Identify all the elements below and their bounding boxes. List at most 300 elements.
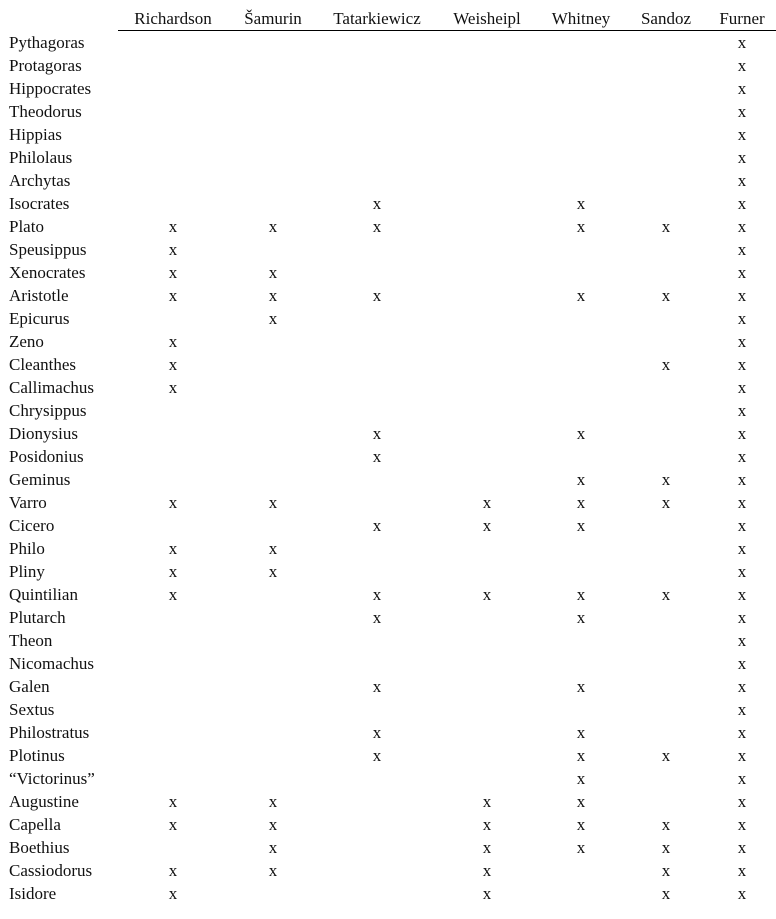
mark-cell (538, 123, 624, 146)
mark-cell (118, 307, 228, 330)
mark-cell (538, 698, 624, 721)
mark-cell: x (737, 608, 747, 627)
mark-cell (436, 675, 538, 698)
mark-cell (538, 560, 624, 583)
table-row (6, 514, 776, 537)
mark-cell (228, 77, 318, 100)
mark-cell (538, 146, 624, 169)
table-row (6, 54, 776, 77)
mark-cell: x (576, 677, 586, 696)
mark-cell (436, 100, 538, 123)
thinker-name: Varro (9, 493, 47, 512)
mark-cell: x (737, 493, 747, 512)
mark-cell (118, 445, 228, 468)
mark-cell: x (661, 838, 671, 857)
mark-cell (624, 399, 708, 422)
mark-cell: x (737, 654, 747, 673)
mark-cell: x (737, 631, 747, 650)
table-row (6, 537, 776, 560)
mark-cell: x (268, 217, 278, 236)
mark-cell: x (372, 286, 382, 305)
table-row (6, 238, 776, 261)
mark-cell: x (168, 332, 178, 351)
mark-cell (624, 54, 708, 77)
table-row (6, 836, 776, 859)
thinker-name: Xenocrates (9, 263, 86, 282)
mark-cell: x (372, 677, 382, 696)
mark-cell (436, 560, 538, 583)
mark-cell: x (168, 493, 178, 512)
mark-cell: x (576, 493, 586, 512)
table-row (6, 123, 776, 146)
table-row (6, 790, 776, 813)
mark-cell: x (576, 424, 586, 443)
mark-cell (318, 652, 436, 675)
mark-cell (624, 376, 708, 399)
mark-cell (318, 560, 436, 583)
mark-cell: x (737, 815, 747, 834)
mark-cell (624, 422, 708, 445)
mark-cell: x (661, 217, 671, 236)
thinker-name: Epicurus (9, 309, 70, 328)
column-header-richardson: Richardson (118, 7, 228, 31)
mark-cell (318, 238, 436, 261)
mark-cell (538, 537, 624, 560)
mark-cell: x (737, 102, 747, 121)
mark-cell: x (168, 263, 178, 282)
thinker-name: Cicero (9, 516, 55, 535)
mark-cell (624, 307, 708, 330)
mark-cell (624, 721, 708, 744)
mark-cell: x (168, 792, 178, 811)
table-row (6, 215, 776, 238)
mark-cell (228, 606, 318, 629)
mark-cell (228, 123, 318, 146)
mark-cell (538, 376, 624, 399)
mark-cell: x (168, 861, 178, 880)
mark-cell (228, 629, 318, 652)
mark-cell: x (737, 562, 747, 581)
mark-cell (318, 859, 436, 882)
mark-cell (624, 192, 708, 215)
thinker-name: Nicomachus (9, 654, 94, 673)
mark-cell: x (576, 194, 586, 213)
mark-cell: x (372, 194, 382, 213)
classification-sources-table (6, 7, 776, 905)
mark-cell (436, 422, 538, 445)
mark-cell: x (737, 539, 747, 558)
mark-cell: x (372, 424, 382, 443)
mark-cell: x (168, 562, 178, 581)
table-row (6, 744, 776, 767)
thinker-name: Cleanthes (9, 355, 77, 374)
mark-cell (624, 560, 708, 583)
mark-cell (436, 468, 538, 491)
mark-cell: x (737, 516, 747, 535)
mark-cell (228, 744, 318, 767)
thinker-name: Geminus (9, 470, 71, 489)
thinker-name: Plotinus (9, 746, 65, 765)
mark-cell: x (737, 746, 747, 765)
mark-cell (624, 698, 708, 721)
mark-cell (318, 537, 436, 560)
mark-cell (228, 652, 318, 675)
mark-cell: x (268, 562, 278, 581)
thinker-name: Cassiodorus (9, 861, 93, 880)
mark-cell: x (737, 861, 747, 880)
mark-cell (436, 261, 538, 284)
thinker-name: Pythagoras (9, 32, 85, 52)
mark-cell (118, 123, 228, 146)
mark-cell (624, 169, 708, 192)
mark-cell (228, 583, 318, 606)
mark-cell: x (576, 838, 586, 857)
mark-cell (436, 376, 538, 399)
mark-cell: x (737, 447, 747, 466)
table-header (6, 7, 776, 31)
mark-cell: x (576, 746, 586, 765)
mark-cell: x (661, 355, 671, 374)
mark-cell (538, 353, 624, 376)
mark-cell (318, 491, 436, 514)
thinker-name: Augustine (9, 792, 79, 811)
mark-cell (318, 399, 436, 422)
table-body (6, 31, 776, 906)
mark-cell (436, 215, 538, 238)
mark-cell: x (268, 815, 278, 834)
table-row (6, 31, 776, 55)
mark-cell (318, 123, 436, 146)
mark-cell (436, 629, 538, 652)
thinker-name: Callimachus (9, 378, 94, 397)
mark-cell: x (737, 585, 747, 604)
table-row (6, 100, 776, 123)
mark-cell (118, 54, 228, 77)
mark-cell (538, 100, 624, 123)
mark-cell (624, 606, 708, 629)
mark-cell: x (737, 838, 747, 857)
mark-cell: x (661, 585, 671, 604)
table-row (6, 169, 776, 192)
mark-cell: x (737, 723, 747, 742)
mark-cell (624, 238, 708, 261)
mark-cell (436, 652, 538, 675)
mark-cell: x (268, 309, 278, 328)
column-header-tatarkiewicz: Tatarkiewicz (318, 7, 436, 31)
thinker-name: Theon (9, 631, 53, 650)
table-row (6, 422, 776, 445)
mark-cell (538, 859, 624, 882)
mark-cell (538, 652, 624, 675)
mark-cell (624, 100, 708, 123)
mark-cell (436, 238, 538, 261)
mark-cell (436, 721, 538, 744)
mark-cell (228, 54, 318, 77)
mark-cell: x (737, 401, 747, 420)
thinker-name: Theodorus (9, 102, 82, 121)
table-row (6, 77, 776, 100)
column-header-whitney: Whitney (538, 7, 624, 31)
table-row (6, 583, 776, 606)
mark-cell: x (482, 884, 492, 903)
mark-cell: x (372, 516, 382, 535)
mark-cell (118, 744, 228, 767)
mark-cell (118, 652, 228, 675)
mark-cell (318, 261, 436, 284)
mark-cell (118, 606, 228, 629)
mark-cell: x (168, 286, 178, 305)
mark-cell (624, 77, 708, 100)
mark-cell (118, 77, 228, 100)
column-header-weisheipl: Weisheipl (436, 7, 538, 31)
mark-cell: x (737, 194, 747, 213)
mark-cell: x (482, 838, 492, 857)
table-row (6, 353, 776, 376)
mark-cell (436, 445, 538, 468)
mark-cell (538, 31, 624, 55)
thinker-name: Galen (9, 677, 50, 696)
table-row (6, 859, 776, 882)
mark-cell (118, 514, 228, 537)
mark-cell (118, 675, 228, 698)
thinker-name: Hippias (9, 125, 62, 144)
mark-cell: x (372, 723, 382, 742)
mark-cell (624, 537, 708, 560)
mark-cell: x (168, 585, 178, 604)
mark-cell (436, 192, 538, 215)
mark-cell: x (168, 815, 178, 834)
mark-cell (538, 54, 624, 77)
mark-cell (228, 353, 318, 376)
mark-cell (228, 767, 318, 790)
mark-cell (436, 54, 538, 77)
mark-cell (436, 606, 538, 629)
table-row (6, 767, 776, 790)
mark-cell: x (268, 263, 278, 282)
mark-cell: x (372, 608, 382, 627)
thinker-name: Hippocrates (9, 79, 92, 98)
thinker-name: Quintilian (9, 585, 78, 604)
mark-cell (228, 721, 318, 744)
table-row (6, 468, 776, 491)
mark-cell (228, 698, 318, 721)
mark-cell (118, 169, 228, 192)
thinker-name: Aristotle (9, 286, 69, 305)
mark-cell (228, 399, 318, 422)
mark-cell: x (737, 700, 747, 719)
table-row (6, 813, 776, 836)
mark-cell: x (661, 470, 671, 489)
mark-cell (118, 31, 228, 55)
mark-cell: x (576, 608, 586, 627)
mark-cell: x (737, 424, 747, 443)
mark-cell (624, 261, 708, 284)
thinker-name: Pliny (9, 562, 45, 581)
mark-cell: x (268, 792, 278, 811)
mark-cell (624, 123, 708, 146)
mark-cell: x (168, 355, 178, 374)
mark-cell: x (737, 378, 747, 397)
mark-cell: x (168, 884, 178, 903)
mark-cell: x (482, 792, 492, 811)
mark-cell: x (168, 539, 178, 558)
mark-cell (118, 422, 228, 445)
mark-cell (318, 54, 436, 77)
mark-cell: x (372, 585, 382, 604)
mark-cell (624, 146, 708, 169)
thinker-name: Philostratus (9, 723, 90, 742)
thinker-name: Capella (9, 815, 61, 834)
table-row (6, 606, 776, 629)
thinker-name: Chrysippus (9, 401, 87, 420)
mark-cell (624, 652, 708, 675)
mark-cell: x (737, 263, 747, 282)
mark-cell: x (737, 171, 747, 190)
mark-cell (318, 468, 436, 491)
mark-cell: x (661, 861, 671, 880)
mark-cell: x (168, 217, 178, 236)
thinker-name: Archytas (9, 171, 71, 190)
mark-cell (118, 721, 228, 744)
table-row (6, 675, 776, 698)
table-row (6, 284, 776, 307)
mark-cell (228, 192, 318, 215)
column-header-furner: Furner (708, 7, 776, 31)
mark-cell (436, 698, 538, 721)
mark-cell: x (576, 217, 586, 236)
mark-cell: x (737, 309, 747, 328)
mark-cell (228, 146, 318, 169)
mark-cell (318, 629, 436, 652)
mark-cell: x (268, 539, 278, 558)
mark-cell (118, 100, 228, 123)
mark-cell: x (576, 286, 586, 305)
mark-cell (538, 261, 624, 284)
mark-cell: x (576, 516, 586, 535)
mark-cell: x (576, 792, 586, 811)
mark-cell: x (268, 838, 278, 857)
mark-cell (228, 31, 318, 55)
mark-cell (436, 146, 538, 169)
mark-cell (318, 307, 436, 330)
column-header-sandoz: Sandoz (624, 7, 708, 31)
mark-cell (118, 767, 228, 790)
mark-cell (538, 629, 624, 652)
mark-cell: x (482, 815, 492, 834)
mark-cell (436, 31, 538, 55)
mark-cell (318, 31, 436, 55)
mark-cell: x (168, 240, 178, 259)
mark-cell (228, 468, 318, 491)
mark-cell (538, 445, 624, 468)
mark-cell (118, 836, 228, 859)
mark-cell (228, 675, 318, 698)
thinker-name: Plato (9, 217, 44, 236)
mark-cell (436, 77, 538, 100)
mark-cell (228, 445, 318, 468)
column-header-samurin: Šamurin (228, 7, 318, 31)
table-row (6, 882, 776, 905)
mark-cell (318, 146, 436, 169)
mark-cell (436, 284, 538, 307)
table-row (6, 307, 776, 330)
thinker-name: Philo (9, 539, 45, 558)
mark-cell (118, 146, 228, 169)
mark-cell (436, 169, 538, 192)
mark-cell (228, 100, 318, 123)
mark-cell (538, 330, 624, 353)
mark-cell (436, 123, 538, 146)
thinker-name: Isidore (9, 884, 57, 903)
mark-cell (624, 675, 708, 698)
table-row (6, 629, 776, 652)
thinker-name: Posidonius (9, 447, 84, 466)
mark-cell (228, 169, 318, 192)
mark-cell (118, 468, 228, 491)
mark-cell: x (576, 723, 586, 742)
table-row (6, 376, 776, 399)
table-row (6, 399, 776, 422)
mark-cell: x (737, 470, 747, 489)
mark-cell (318, 836, 436, 859)
mark-cell: x (576, 585, 586, 604)
mark-cell (624, 31, 708, 55)
mark-cell (318, 790, 436, 813)
mark-cell (118, 399, 228, 422)
mark-cell: x (372, 746, 382, 765)
mark-cell: x (737, 217, 747, 236)
thinker-name: Zeno (9, 332, 44, 351)
mark-cell (436, 399, 538, 422)
thinker-name: Boethius (9, 838, 70, 857)
mark-cell: x (661, 493, 671, 512)
mark-cell (436, 744, 538, 767)
mark-cell: x (737, 769, 747, 788)
table-row (6, 445, 776, 468)
mark-cell (318, 813, 436, 836)
mark-cell (538, 77, 624, 100)
mark-cell (624, 767, 708, 790)
mark-cell: x (576, 815, 586, 834)
thinker-name: Philolaus (9, 148, 73, 167)
mark-cell (318, 698, 436, 721)
mark-cell (436, 307, 538, 330)
table-row (6, 192, 776, 215)
mark-cell: x (737, 792, 747, 811)
mark-cell (538, 882, 624, 905)
mark-cell: x (737, 286, 747, 305)
mark-cell (436, 330, 538, 353)
thinker-name: Dionysius (9, 424, 78, 443)
table-row (6, 721, 776, 744)
mark-cell (318, 767, 436, 790)
mark-cell (228, 882, 318, 905)
thinker-name: Speusippus (9, 240, 87, 259)
mark-cell (118, 629, 228, 652)
table-row (6, 146, 776, 169)
mark-cell (228, 330, 318, 353)
mark-cell: x (661, 286, 671, 305)
mark-cell: x (737, 332, 747, 351)
mark-cell: x (661, 815, 671, 834)
mark-cell: x (268, 493, 278, 512)
mark-cell (624, 514, 708, 537)
thinker-name: “Victorinus” (9, 769, 95, 788)
mark-cell: x (482, 861, 492, 880)
mark-cell: x (372, 217, 382, 236)
mark-cell: x (737, 125, 747, 144)
mark-cell: x (737, 56, 747, 75)
